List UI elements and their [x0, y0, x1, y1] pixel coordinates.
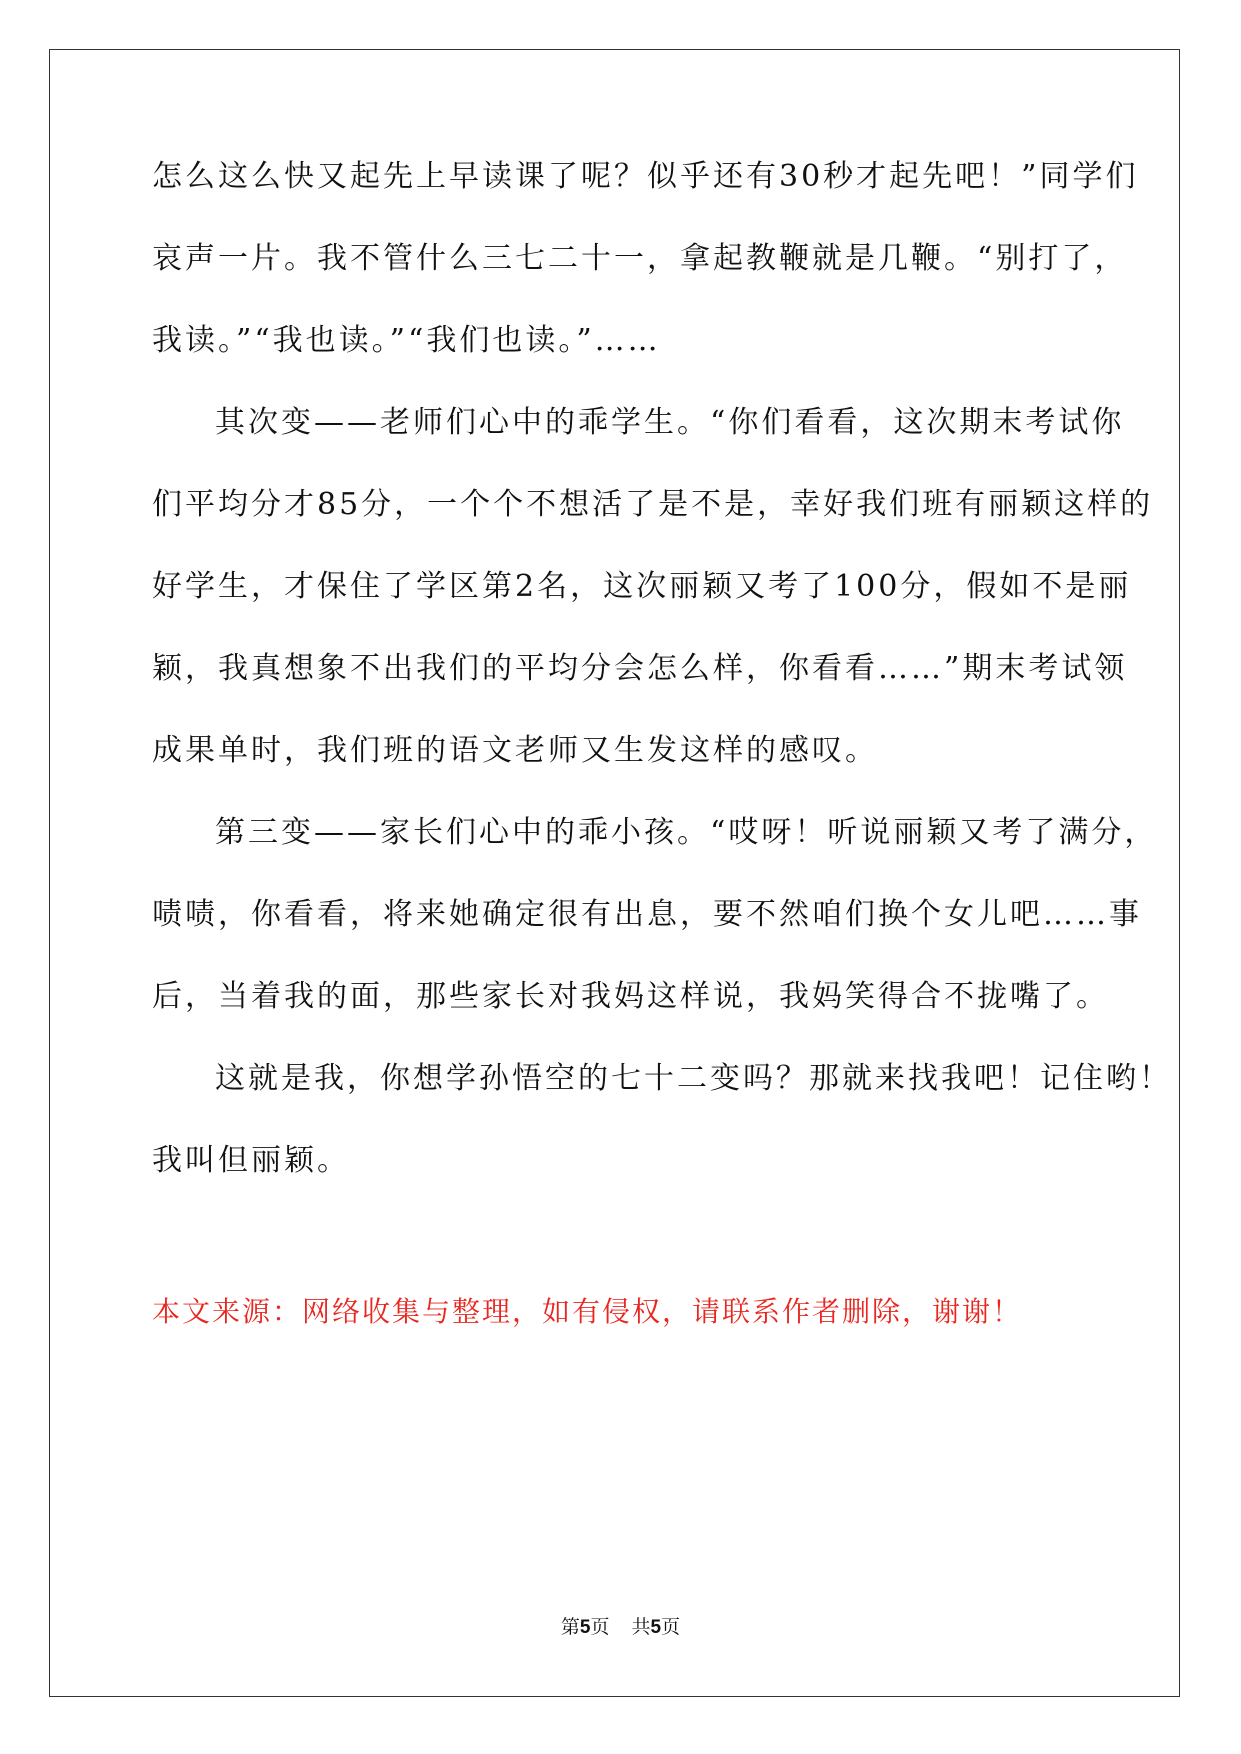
source-disclaimer: 本文来源：网络收集与整理，如有侵权，请联系作者删除，谢谢！: [152, 1295, 1023, 1328]
body-line-11: 后，当着我的面，那些家长对我妈这样说，我妈笑得合不拢嘴了。: [152, 979, 1109, 1014]
paragraph-start-line: 其次变——老师们心中的乖学生。“你们看看，这次期末考试你: [215, 405, 1125, 440]
paragraph-start-line: 这就是我，你想学孙悟空的七十二变吗？那就来找我吧！记住哟！: [215, 1061, 1172, 1096]
body-line-1: 怎么这么快又起先上早读课了呢？似乎还有30秒才起先吧！”同学们: [152, 159, 1139, 194]
body-line-2: 哀声一片。我不管什么三七二十一，拿起教鞭就是几鞭。“别打了，: [152, 241, 1128, 276]
paragraph-start-line: 第三变——家长们心中的乖小孩。“哎呀！听说丽颖又考了满分，: [215, 815, 1158, 850]
total-prefix: 共: [631, 1616, 651, 1638]
body-line-6: 好学生，才保住了学区第2名，这次丽颖又考了100分，假如不是丽: [152, 569, 1132, 604]
body-line-3: 我读。”“我也读。”“我们也读。”……: [152, 323, 661, 358]
body-line-8: 成果单时，我们班的语文老师又生发这样的感叹。: [152, 733, 878, 768]
page-suffix: 页: [590, 1616, 610, 1638]
document-body: [152, 159, 1172, 1228]
current-page-number: 5: [579, 1617, 591, 1638]
total-page-number: 5: [650, 1617, 662, 1638]
page-prefix: 第: [560, 1616, 580, 1638]
body-line-7: 颖，我真想象不出我们的平均分会怎么样，你看看……”期末考试领: [152, 651, 1128, 686]
total-suffix: 页: [661, 1616, 681, 1638]
body-line-13: 我叫但丽颖。: [152, 1143, 350, 1178]
body-line-10: 啧啧，你看看，将来她确定很有出息，要不然咱们换个女儿吧……事: [152, 897, 1142, 932]
page-number-footer: [0, 1616, 1241, 1639]
body-line-5: 们平均分才85分，一个个不想活了是不是，幸好我们班有丽颖这样的: [152, 487, 1154, 522]
